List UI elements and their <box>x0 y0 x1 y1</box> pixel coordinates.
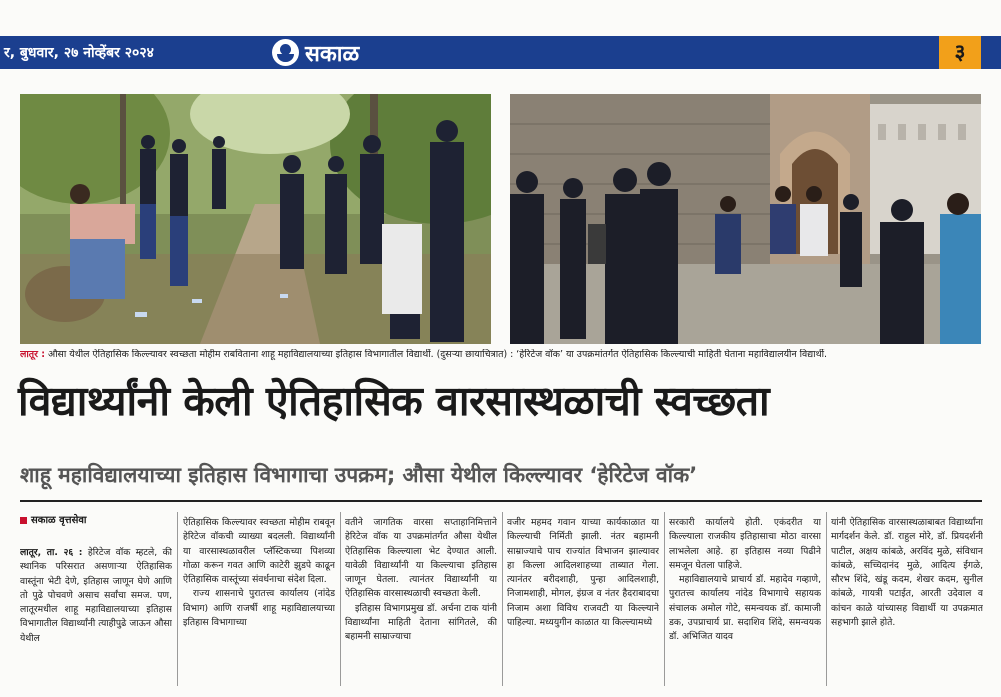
newspaper-logo <box>272 37 359 68</box>
article-column-6 <box>831 516 983 682</box>
column-5-paragraph-2: महाविद्यालयाचे प्राचार्य डॉ. महादेव गव्हाणे, पुरातत्त्व कार्यालय नांदेड विभागाचे सहायक संचालक अमोल गोटे, समन्वयक डॉ. कामाजी डक, उपप्राचार्य प्रा. सदाशिव शिंदे, समन्वयक डॉ. अभिजित यादव <box>669 574 821 643</box>
column-3-paragraph-1: वतीने जागतिक वारसा सप्ताहानिमित्ताने हेरिटेज वॉक या उपक्रमांतर्गत औसा येथील ऐतिहासिक किल्ल्याला भेट देण्यात आली. यावेळी विद्यार्थ्यांनी या किल्ल्याचा इतिहास जाणून घेतला. त्यानंतर विद्यार्थ्यांनी या ऐतिहासिक वारसास्थळाची स्वच्छता केली. <box>345 517 497 600</box>
column-2-paragraph-1: ऐतिहासिक किल्ल्यावर स्वच्छता मोहीम राबवून हेरिटेज वॉकची व्याख्या बदलली. विद्यार्थ्यांनी या वारसास्थळावरील प्लॅस्टिकच्या पिशव्या गोळा करून गवत आणि काटेरी झुडपे काढून ऐतिहासिक वास्तूंच्या संवर्धनाचा संदेश दिला. <box>183 517 335 586</box>
article-column-2 <box>183 516 335 682</box>
column-3-paragraph-2: इतिहास विभागप्रमुख डॉ. अर्चना टाक यांनी विद्यार्थ्यांना माहिती देताना सांगितले, की बहामनी साम्राज्याचा <box>345 602 497 643</box>
caption-text: औसा येथील ऐतिहासिक किल्ल्यावर स्वच्छता मोहीम राबविताना शाहू महाविद्यालयाच्या इतिहास विभागातील विद्यार्थी. (दुसऱ्या छायाचित्रात) : ‘हेरिटेज वॉक’ या उपक्रमांतर्गत ऐतिहासिक किल्ल्याची माहिती घेताना महाविद्यालयीन विद्यार्थी. <box>44 349 828 360</box>
photo-cleanliness-drive-image <box>20 94 491 344</box>
byline <box>20 512 87 526</box>
article-column-5 <box>669 516 821 682</box>
photo-cleanliness-drive <box>20 94 491 344</box>
headline-divider <box>20 500 982 502</box>
column-divider <box>502 512 503 686</box>
column-divider <box>340 512 341 686</box>
byline-text: सकाळ वृत्तसेवा <box>31 515 87 526</box>
column-2-paragraph-2: राज्य शासनाचे पुरातत्त्व कार्यालय (नांदेड विभाग) आणि राजर्षी शाहू महाविद्यालयाच्या इतिहास विभागाच्या <box>183 588 335 629</box>
column-divider <box>664 512 665 686</box>
article-column-1 <box>20 546 172 682</box>
masthead-band <box>0 36 1001 69</box>
dateline: लातूर, ता. २६ : <box>20 547 83 558</box>
column-1-paragraph-1 <box>20 546 172 646</box>
page-number-badge: ३ <box>939 36 981 69</box>
article-column-4 <box>507 516 659 682</box>
issue-date: र, बुधवार, २७ नोव्हेंबर २०२४ <box>4 45 154 61</box>
photo-heritage-walk <box>510 94 981 344</box>
photo-heritage-walk-image <box>510 94 981 344</box>
column-divider <box>826 512 827 686</box>
article-column-3 <box>345 516 497 682</box>
column-4-paragraph-1: वजीर महमद गवान याच्या कार्यकाळात या किल्ल्याची निर्मिती झाली. नंतर बहामनी साम्राज्याचे पाच राज्यांत विभाजन झाल्यावर हा किल्ला आदिलशाहच्या ताब्यात गेला. त्यानंतर बरीदशाही, पुन्हा आदिलशाही, निजामशाही, मोगल, इंग्रज व नंतर हैदराबादचा निजाम अशा विविध राजवटी या किल्ल्याने पाहिल्या. मध्ययुगीन काळात या किल्ल्यामध्ये <box>507 517 659 629</box>
byline-square-icon <box>20 517 27 524</box>
column-1-text: हेरिटेज वॉक म्हटले, की स्थानिक परिसरात असणाऱ्या ऐतिहासिक वास्तूंना भेटी देणे, इतिहास जाणून घेणे आणि तो पुढे पोचवणे असाच सर्वांचा समज. पण, लातूरमधील शाहू महाविद्यालयाच्या इतिहास विभागातील विद्यार्थ्यांनी त्याहीपुढे जाऊन औसा येथील <box>20 547 172 644</box>
newspaper-name: सकाळ <box>305 41 360 67</box>
caption-place: लातूर : <box>20 349 45 360</box>
subheadline: शाहू महाविद्यालयाच्या इतिहास विभागाचा उपक्रम; औसा येथील किल्ल्यावर ‘हेरिटेज वॉक’ <box>20 463 698 487</box>
photo-caption <box>20 349 982 361</box>
column-5-paragraph-1: सरकारी कार्यालये होती. एकंदरीत या किल्ल्याला राजकीय इतिहासाचा मोठा वारसा लाभलेला आहे. हा इतिहास नव्या पिढीने समजून घेतला पाहिजे. <box>669 517 821 571</box>
column-6-paragraph-1: यांनी ऐतिहासिक वारसास्थळाबाबत विद्यार्थ्यांना मार्गदर्शन केले. डॉ. राहुल मोरे, डॉ. प्रियदर्शनी पाटील, अक्षय कांबळे, अरविंद मुळे, संविधान कांबळे, सच्चिदानंद मुळे, आदित्य ईगळे, सौरभ शिंदे, खंडू कदम, शेखर कदम, सुनील कांबळे, गायत्री पटाईत, आरती उदेवाल व कांचन काळे यांच्यासह विद्यार्थी या उपक्रमात सहभागी झाले होते. <box>831 517 983 629</box>
sakal-logo-icon <box>272 39 299 66</box>
headline: विद्यार्थ्यांनी केली ऐतिहासिक वारसास्थळाची स्वच्छता <box>18 377 770 425</box>
column-divider <box>177 512 178 686</box>
